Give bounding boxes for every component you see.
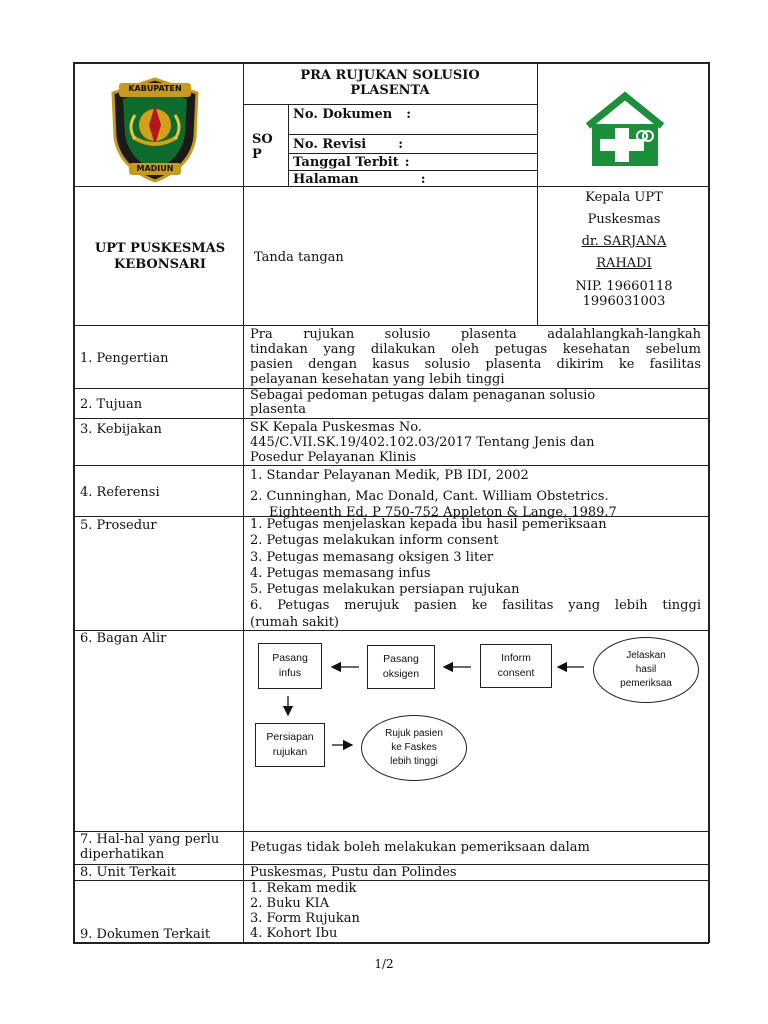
head-position-line2: Puskesmas bbox=[587, 212, 661, 227]
prosedur-item: 5. Petugas melakukan persiapan rujukan bbox=[250, 582, 520, 598]
head-nip bbox=[540, 279, 708, 309]
node-text: Persiapan bbox=[266, 731, 314, 743]
text-prosedur bbox=[250, 517, 701, 631]
head-nip-line1: NIP. 19660118 bbox=[575, 279, 673, 294]
text-pengertian bbox=[250, 327, 701, 387]
node-text: Pasang bbox=[383, 653, 419, 665]
label-kebijakan: 3. Kebijakan bbox=[80, 422, 162, 437]
pengertian-line: pelayanan kesehatan yang lebih tinggi bbox=[250, 372, 505, 387]
dokumen-item: 3. Form Rujukan bbox=[250, 911, 360, 926]
dokumen-item: 2. Buku KIA bbox=[250, 896, 330, 911]
node-text: consent bbox=[497, 667, 535, 679]
node-text: lebih tinggi bbox=[390, 756, 438, 767]
puskesmas-logo bbox=[582, 90, 668, 170]
sop-label: SO P bbox=[252, 132, 273, 162]
field-no-revisi: No. Revisi : bbox=[293, 137, 404, 152]
dokumen-item: 1. Rekam medik bbox=[250, 881, 357, 896]
tujuan-line: plasenta bbox=[250, 402, 306, 417]
node-text: Pasang bbox=[272, 652, 308, 664]
kebijakan-line: Posedur Pelayanan Klinis bbox=[250, 450, 417, 465]
flow-node-persiapan-rujukan bbox=[255, 723, 325, 767]
flow-node-pasang-infus bbox=[258, 643, 322, 689]
prosedur-item: 6. Petugas merujuk pasien ke fasilitas yang lebih tinggi bbox=[250, 598, 701, 614]
pengertian-line: tindakan yang dilakukan oleh petugas kesehatan sebelum bbox=[250, 342, 701, 357]
label-dokumen-terkait: 9. Dokumen Terkait bbox=[80, 927, 211, 942]
field-tanggal-terbit: Tanggal Terbit : bbox=[293, 155, 410, 170]
label-bagan-alir: 6. Bagan Alir bbox=[80, 631, 167, 646]
text-tujuan bbox=[250, 389, 701, 417]
flow-node-inform-consent bbox=[480, 644, 552, 688]
referensi-item: 2. Cunninghan, Mac Donald, Cant. William Obstetrics. bbox=[250, 489, 609, 504]
referensi-item: Eighteenth Ed. P 750-752 Appleton & Lange, 1989.7 bbox=[269, 505, 617, 520]
node-text: pemeriksaa bbox=[620, 678, 672, 689]
node-text: oksigen bbox=[382, 668, 420, 680]
node-text: ke Faskes bbox=[391, 742, 437, 753]
dokumen-item: 4. Kohort Ibu bbox=[250, 926, 338, 941]
flow-node-pasang-oksigen bbox=[367, 645, 435, 689]
flow-node-rujuk-pasien bbox=[361, 715, 467, 781]
head-position-line1: Kepala UPT bbox=[585, 190, 663, 205]
label-hal-hal bbox=[80, 832, 219, 862]
head-nip-line2: 1996031003 bbox=[582, 294, 666, 309]
hal-label-line: 7. Hal-hal yang perlu bbox=[80, 832, 220, 847]
prosedur-item: (rumah sakit) bbox=[250, 614, 339, 630]
prosedur-item: 2. Petugas melakukan inform consent bbox=[250, 533, 499, 549]
text-hal-hal: Petugas tidak boleh melakukan pemeriksaan dalam bbox=[250, 840, 590, 855]
pengertian-line: pasien dengan kasus solusio plasenta dikirim ke fasilitas bbox=[250, 357, 701, 372]
kebijakan-line: SK Kepala Puskesmas No. bbox=[250, 420, 422, 435]
node-text: infus bbox=[278, 667, 302, 679]
signature-label: Tanda tangan bbox=[254, 250, 344, 265]
field-halaman: Halaman : bbox=[293, 172, 426, 187]
hal-label-line: diperhatikan bbox=[80, 847, 165, 862]
text-dokumen-terkait bbox=[250, 881, 360, 941]
node-text: Rujuk pasien bbox=[385, 728, 443, 739]
kebijakan-line: 445/C.VII.SK.19/402.102.03/2017 Tentang Jenis dan bbox=[250, 435, 595, 450]
crest-top-text: KABUPATEN bbox=[128, 84, 182, 93]
label-unit-terkait: 8. Unit Terkait bbox=[80, 865, 176, 880]
head-position bbox=[540, 187, 708, 275]
prosedur-item: 3. Petugas memasang oksigen 3 liter bbox=[250, 549, 494, 565]
text-unit-terkait: Puskesmas, Pustu dan Polindes bbox=[250, 865, 457, 880]
label-referensi: 4. Referensi bbox=[80, 485, 160, 500]
text-referensi bbox=[250, 467, 705, 519]
text-kebijakan bbox=[250, 420, 701, 465]
prosedur-item: 4. Petugas memasang infus bbox=[250, 565, 431, 581]
crest-bottom-text: MADIUN bbox=[136, 164, 174, 173]
label-prosedur: 5. Prosedur bbox=[80, 518, 157, 533]
node-text: rujukan bbox=[272, 746, 308, 758]
pengertian-line: Pra rujukan solusio plasenta adalahlangkah-langkah bbox=[250, 327, 701, 342]
flow-node-jelaskan-hasil bbox=[593, 637, 699, 703]
node-text: Inform bbox=[501, 652, 531, 664]
label-tujuan: 2. Tujuan bbox=[80, 397, 143, 412]
page-number: 1/2 bbox=[374, 957, 394, 971]
node-text: hasil bbox=[635, 664, 657, 675]
referensi-item: 1. Standar Pelayanan Medik, PB IDI, 2002 bbox=[250, 468, 529, 483]
sop-title: PRA RUJUKAN SOLUSIO PLASENTA bbox=[300, 68, 480, 98]
node-text: Jelaskan bbox=[626, 650, 666, 661]
label-pengertian: 1. Pengertian bbox=[80, 351, 169, 366]
prosedur-item: 1. Petugas menjelaskan kepada ibu hasil pemeriksaan bbox=[250, 517, 607, 532]
institution-name: UPT PUSKESMAS KEBONSARI bbox=[94, 241, 226, 272]
head-name-line1: dr. SARJANA bbox=[581, 234, 667, 249]
head-name-line2: RAHADI bbox=[596, 256, 652, 271]
field-no-dokumen: No. Dokumen : bbox=[293, 107, 412, 122]
kabupaten-madiun-crest bbox=[105, 75, 205, 183]
tujuan-line: Sebagai pedoman petugas dalam penaganan solusio bbox=[250, 388, 596, 403]
